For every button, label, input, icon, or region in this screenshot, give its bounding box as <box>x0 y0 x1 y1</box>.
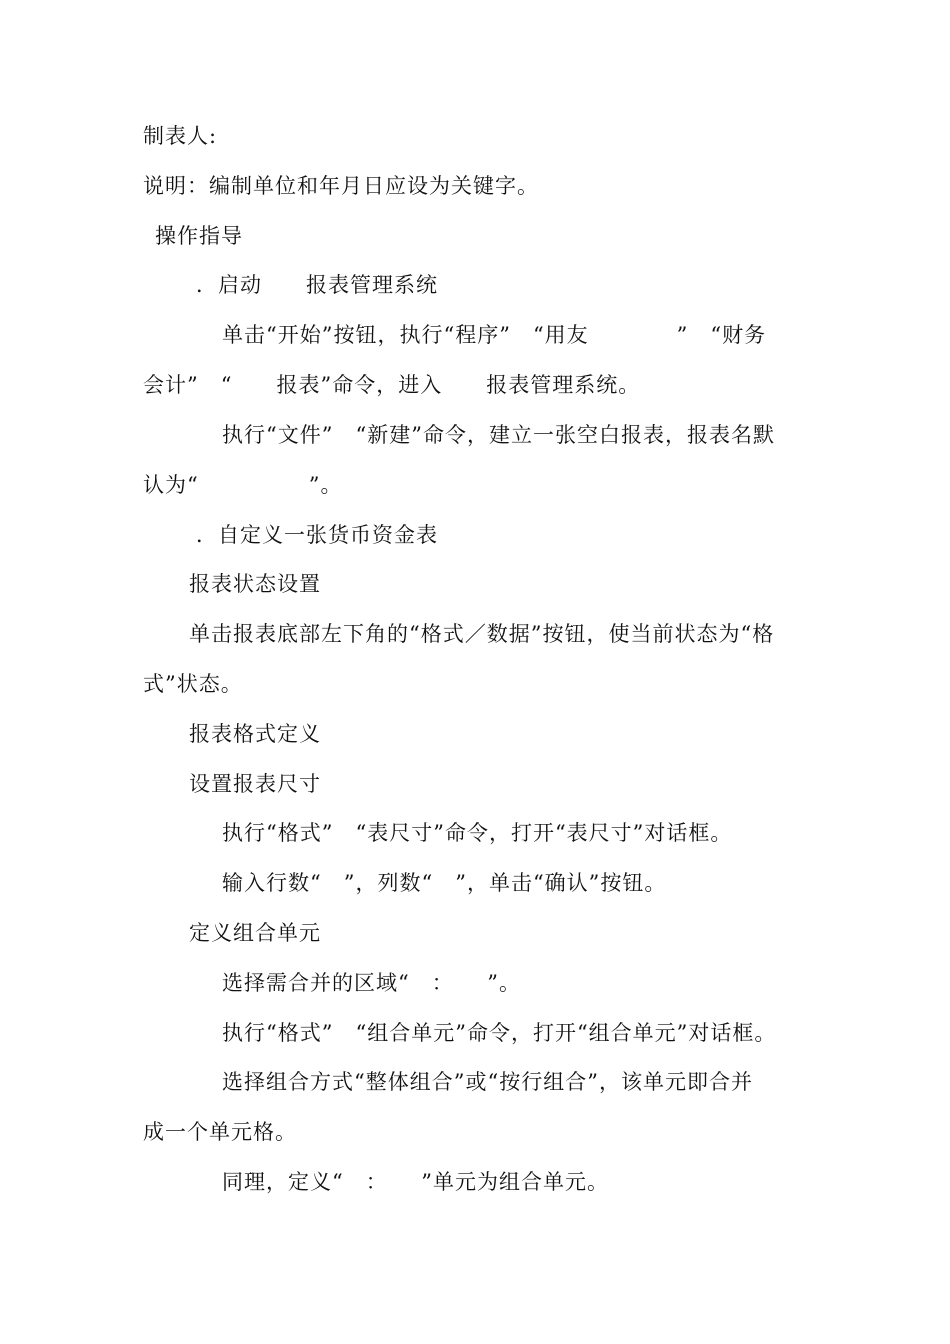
step-heading-start-system: ．启动 报表管理系统 <box>196 273 438 297</box>
preparer-label: 制表人: <box>143 124 218 148</box>
subheading-table-size: 设置报表尺寸 <box>189 772 321 796</box>
paragraph-line: 认为“ ”。 <box>143 473 343 497</box>
note-line: 说明：编制单位和年月日应设为关键字。 <box>143 174 539 198</box>
paragraph-line: 会计” “ 报表”命令，进入 报表管理系统。 <box>143 373 641 397</box>
section-heading-operation-guide: 操作指导 <box>155 224 243 248</box>
subheading-format-definition: 报表格式定义 <box>189 722 321 746</box>
paragraph-line: 成一个单元格。 <box>143 1120 297 1144</box>
paragraph-line: 执行“格式” “组合单元”命令，打开“组合单元”对话框。 <box>222 1021 777 1045</box>
paragraph-line: 同理，定义“ ： ”单元为组合单元。 <box>222 1170 609 1194</box>
paragraph-line: 选择需合并的区域“ ： ”。 <box>222 971 521 995</box>
paragraph-line: 式”状态。 <box>143 672 243 696</box>
paragraph-line: 单击报表底部左下角的“格式／数据”按钮，使当前状态为“格 <box>189 622 775 646</box>
subheading-combined-cell: 定义组合单元 <box>189 921 321 945</box>
paragraph-line: 单击“开始”按钮，执行“程序” “用友 ” “财务 <box>222 323 767 347</box>
paragraph-line: 执行“格式” “表尺寸”命令，打开“表尺寸”对话框。 <box>222 821 733 845</box>
paragraph-line: 执行“文件” “新建”命令，建立一张空白报表，报表名默 <box>222 423 775 447</box>
subheading-report-state: 报表状态设置 <box>189 572 321 596</box>
paragraph-line: 输入行数“ ”，列数“ ”，单击“确认”按钮。 <box>222 871 667 895</box>
paragraph-line: 选择组合方式“整体组合”或“按行组合”，该单元即合并 <box>222 1070 753 1094</box>
step-heading-custom-table: ．自定义一张货币资金表 <box>196 523 438 547</box>
